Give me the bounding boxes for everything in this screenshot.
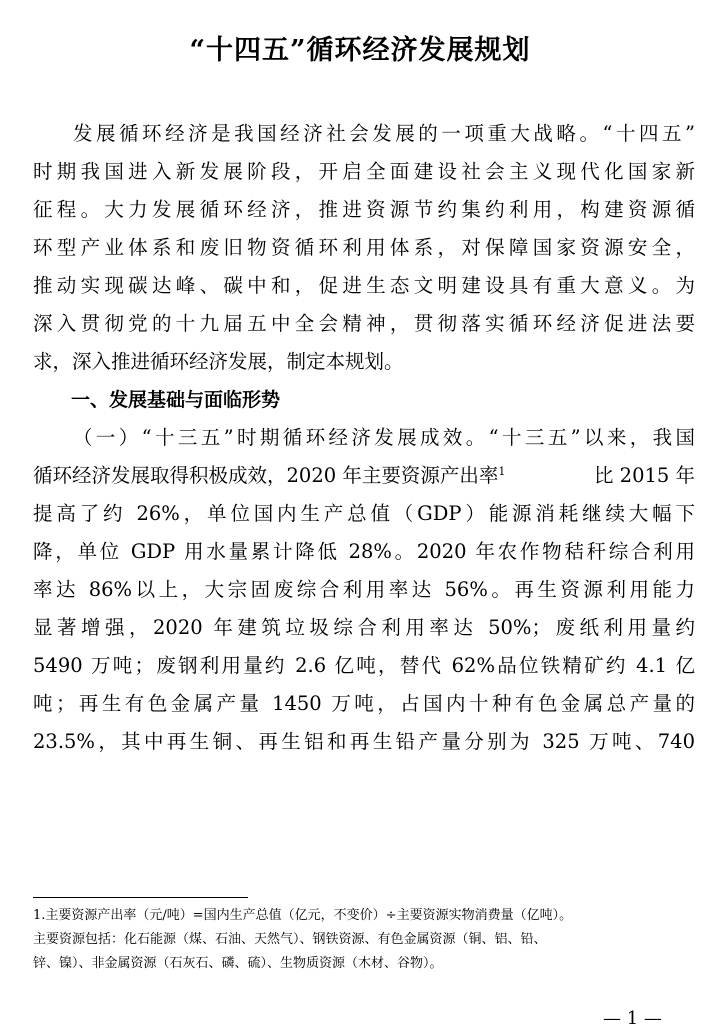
paragraph-line: 23.5%，其中再生铜、再生铝和再生铅产量分别为 325 万吨、740	[33, 730, 695, 753]
footnote-divider	[33, 897, 248, 898]
footnote-line: 1.主要资源产出率（元/吨）=国内生产总值（亿元，不变价）÷主要资源实物消费量（亿吨）。	[33, 908, 573, 923]
paragraph-line: 率达 86%以上，大宗固废综合利用率达 56%。再生资源利用能力	[33, 578, 695, 601]
section-heading: 一、发展基础与面临形势	[71, 389, 281, 411]
text-span	[33, 457, 505, 495]
paragraph-line: 求，深入推进循环经济发展，制定本规划。	[33, 350, 404, 373]
footnote	[33, 904, 695, 976]
footnote-line: 锌、镍）、非金属资源（石灰石、磷、硫）、生物质资源（木材、谷物）。	[33, 956, 443, 971]
footnote-marker: 1	[498, 465, 506, 478]
paragraph-line: （一）“十三五”时期循环经济发展成效。“十三五”以来，我国	[73, 426, 695, 449]
paragraph-line: 显著增强，2020 年建筑垃圾综合利用率达 50%；废纸利用量约	[33, 616, 695, 639]
paragraph-line: 环型产业体系和废旧物资循环利用体系，对保障国家资源安全，	[33, 236, 695, 259]
paragraph-line: 提高了约 26%，单位国内生产总值（GDP）能源消耗继续大幅下	[33, 502, 695, 525]
paragraph-line: 5490 万吨；废钢利用量约 2.6 亿吨，替代 62%品位铁精矿约 4.1 亿	[33, 654, 695, 677]
paragraph-line: 发展循环经济是我国经济社会发展的一项重大战略。“十四五”	[73, 122, 695, 145]
page-number: — 1 —	[603, 1008, 662, 1029]
paragraph-line	[33, 457, 695, 495]
text-segment: 循环经济发展取得积极成效，2020 年主要资源产出率	[33, 464, 499, 487]
paragraph-line: 吨；再生有色金属产量 1450 万吨，占国内十种有色金属总产量的	[33, 692, 695, 715]
paragraph-line: 推动实现碳达峰、碳中和，促进生态文明建设具有重大意义。为	[33, 274, 695, 297]
intro-paragraph	[33, 115, 695, 761]
footnote-line: 主要资源包括：化石能源（煤、石油、天然气）、钢铁资源、有色金属资源（铜、铝、铅、	[33, 932, 547, 947]
paragraph-line: 时期我国进入新发展阶段，开启全面建设社会主义现代化国家新	[33, 160, 695, 183]
document-title: “十四五”循环经济发展规划	[189, 35, 531, 66]
paragraph-line: 征程。大力发展循环经济，推进资源节约集约利用，构建资源循	[33, 198, 695, 221]
paragraph-line: 降，单位 GDP 用水量累计降低 28%。2020 年农作物秸秆综合利用	[33, 540, 695, 563]
text-span: 比 2015 年	[593, 464, 695, 487]
paragraph-line: 深入贯彻党的十九届五中全会精神，贯彻落实循环经济促进法要	[33, 312, 695, 335]
